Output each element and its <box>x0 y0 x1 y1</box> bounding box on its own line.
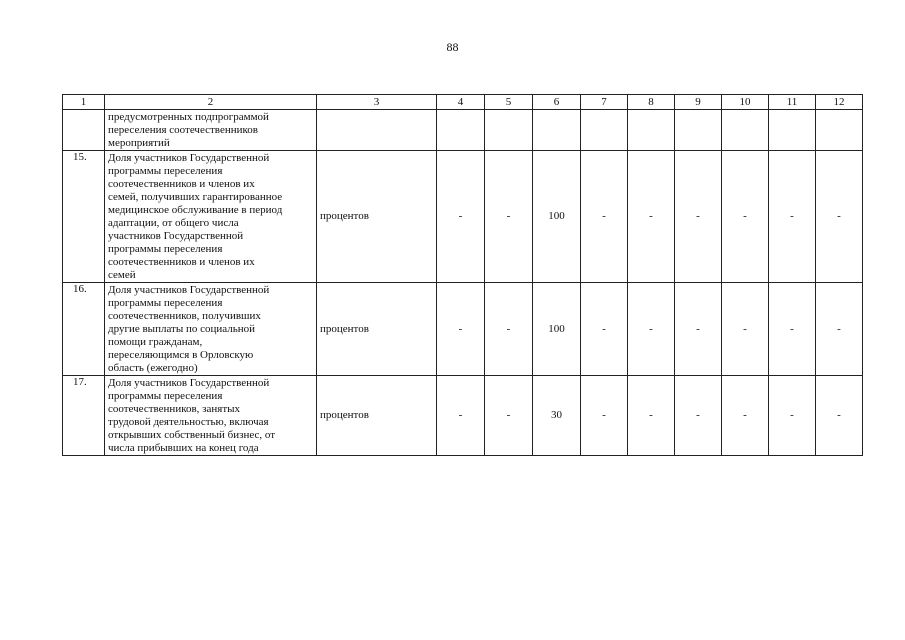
value-cell: - <box>628 376 675 456</box>
row-description <box>105 110 317 151</box>
description-line: Доля участников Государственной <box>108 377 270 389</box>
row-description <box>105 151 317 283</box>
header-cell: 11 <box>769 95 816 110</box>
table-row <box>63 151 863 283</box>
description-line: соотечественников и членов их <box>108 178 255 190</box>
value-cell <box>485 110 533 151</box>
value-cell: - <box>581 376 628 456</box>
description-line: помощи гражданам, <box>108 336 203 348</box>
value-cell <box>628 110 675 151</box>
header-cell: 10 <box>722 95 769 110</box>
value-cell <box>581 110 628 151</box>
description-line: программы переселения <box>108 165 223 177</box>
indicators-table <box>62 94 863 456</box>
value-cell: 100 <box>533 283 581 376</box>
description-line: семей, получивших гарантированное <box>108 191 283 203</box>
table-row <box>63 283 863 376</box>
value-cell <box>437 110 485 151</box>
page-number: 88 <box>446 40 459 54</box>
value-cell: 100 <box>533 151 581 283</box>
value-cell: - <box>769 151 816 283</box>
description-line: числа прибывших на конец года <box>108 442 259 454</box>
value-cell: - <box>769 283 816 376</box>
value-cell: - <box>485 376 533 456</box>
description-line: область (ежегодно) <box>108 362 198 374</box>
description-line: открывших собственный бизнес, от <box>108 429 276 441</box>
value-cell: - <box>628 283 675 376</box>
header-cell: 9 <box>675 95 722 110</box>
value-cell <box>533 110 581 151</box>
row-description <box>105 283 317 376</box>
value-cell <box>769 110 816 151</box>
header-cell: 8 <box>628 95 675 110</box>
value-cell: - <box>437 151 485 283</box>
description-line: мероприятий <box>108 137 170 149</box>
value-cell: - <box>816 376 863 456</box>
description-line: программы переселения <box>108 243 223 255</box>
row-number: 16. <box>63 283 105 376</box>
description-line: переселения соотечественников <box>108 124 258 136</box>
value-cell: - <box>485 151 533 283</box>
description-line: адаптации, от общего числа <box>108 217 239 229</box>
row-description <box>105 376 317 456</box>
row-number: 15. <box>63 151 105 283</box>
description-line: соотечественников и членов их <box>108 256 255 268</box>
value-cell: - <box>722 376 769 456</box>
value-cell: - <box>485 283 533 376</box>
value-cell: - <box>437 283 485 376</box>
header-cell: 6 <box>533 95 581 110</box>
value-cell: - <box>675 283 722 376</box>
table-header-row <box>63 95 863 110</box>
row-unit: процентов <box>317 376 437 456</box>
row-number <box>63 110 105 151</box>
row-unit: процентов <box>317 151 437 283</box>
description-line: Доля участников Государственной <box>108 284 270 296</box>
value-cell <box>816 110 863 151</box>
table-row <box>63 376 863 456</box>
value-cell: - <box>722 151 769 283</box>
description-line: Доля участников Государственной <box>108 152 270 164</box>
description-line: трудовой деятельностью, включая <box>108 416 269 428</box>
value-cell <box>722 110 769 151</box>
value-cell: - <box>816 151 863 283</box>
row-number: 17. <box>63 376 105 456</box>
description-line: соотечественников, получивших <box>108 310 261 322</box>
value-cell <box>675 110 722 151</box>
header-cell: 3 <box>317 95 437 110</box>
value-cell: - <box>675 151 722 283</box>
value-cell: - <box>581 151 628 283</box>
description-line: участников Государственной <box>108 230 244 242</box>
value-cell: - <box>675 376 722 456</box>
description-line: программы переселения <box>108 297 223 309</box>
row-unit <box>317 110 437 151</box>
row-unit: процентов <box>317 283 437 376</box>
header-cell: 7 <box>581 95 628 110</box>
description-line: переселяющимся в Орловскую <box>108 349 254 361</box>
value-cell: - <box>628 151 675 283</box>
value-cell: - <box>769 376 816 456</box>
description-line: программы переселения <box>108 390 223 402</box>
header-cell: 2 <box>105 95 317 110</box>
description-line: другие выплаты по социальной <box>108 323 256 335</box>
description-line: соотечественников, занятых <box>108 403 241 415</box>
value-cell: - <box>722 283 769 376</box>
header-cell: 5 <box>485 95 533 110</box>
header-cell: 12 <box>816 95 863 110</box>
value-cell: - <box>816 283 863 376</box>
value-cell: 30 <box>533 376 581 456</box>
value-cell: - <box>437 376 485 456</box>
description-line: семей <box>108 269 136 281</box>
description-line: медицинское обслуживание в период <box>108 204 283 216</box>
header-cell: 1 <box>63 95 105 110</box>
table-row <box>63 110 863 151</box>
description-line: предусмотренных подпрограммой <box>108 111 269 123</box>
value-cell: - <box>581 283 628 376</box>
header-cell: 4 <box>437 95 485 110</box>
